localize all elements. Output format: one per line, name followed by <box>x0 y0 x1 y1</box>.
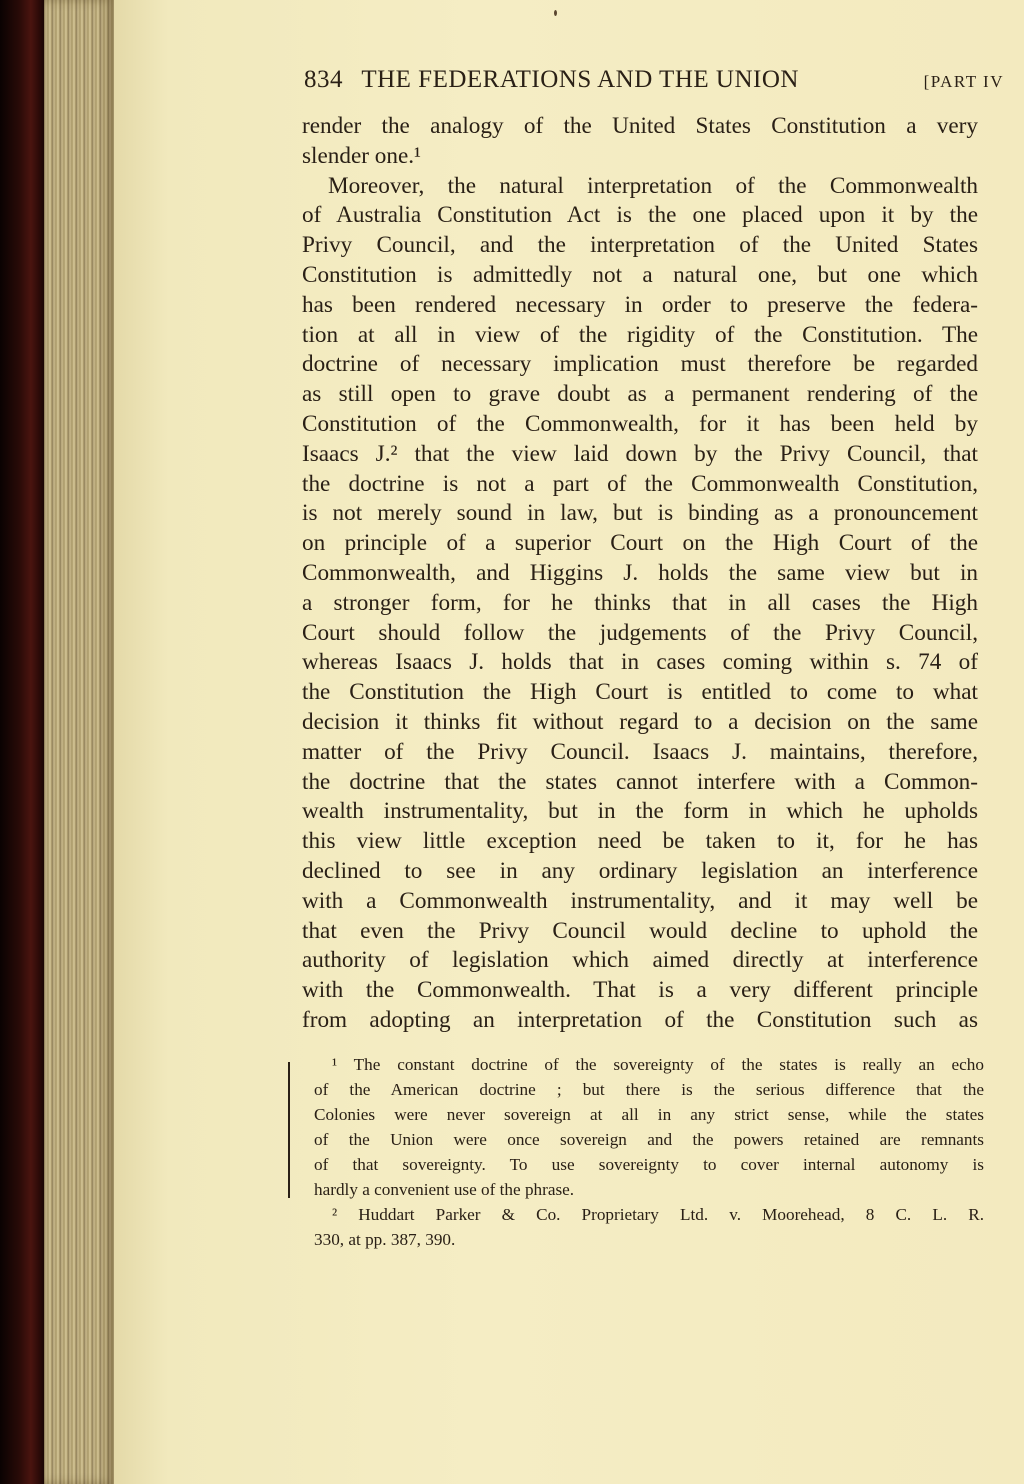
footnote-line: Colonies were never sovereign at all in any strict sense, while the states <box>314 1105 984 1124</box>
footnotes <box>314 1052 984 1252</box>
body-line: matter of the Privy Council. Isaacs J. maintains, therefore, <box>302 738 978 765</box>
ink-speck <box>554 10 557 16</box>
body-line: Commonwealth, and Higgins J. holds the same view but in <box>302 559 978 586</box>
body-line: Court should follow the judgements of the Privy Council, <box>302 619 978 646</box>
book-page <box>114 0 1024 1484</box>
footnote-line: ¹ The constant doctrine of the sovereignty of the states is really an echo <box>332 1055 984 1074</box>
body-line: Constitution of the Commonwealth, for it has been held by <box>302 410 978 437</box>
body-line: that even the Privy Council would decline to uphold the <box>302 917 978 944</box>
body-line: whereas Isaacs J. holds that in cases coming within s. 74 of <box>302 649 978 676</box>
body-line: Isaacs J.² that the view laid down by the Privy Council, that <box>302 440 978 467</box>
body-line: with a Commonwealth instrumentality, and it may well be <box>302 887 978 914</box>
body-line: the Constitution the High Court is entitled to come to what <box>302 679 978 706</box>
body-line: a stronger form, for he thinks that in all cases the High <box>302 589 978 616</box>
body-line: Privy Council, and the interpretation of the United States <box>302 232 978 259</box>
footnote-line: of the American doctrine ; but there is the serious difference that the <box>314 1080 984 1099</box>
footnote-line: of that sovereignty. To use sovereignty to cover internal autonomy is <box>314 1155 984 1174</box>
page-stack-edge <box>44 0 114 1484</box>
body-line: tion at all in view of the rigidity of the Constitution. The <box>302 321 978 348</box>
footnote-line: ² Huddart Parker & Co. Proprietary Ltd. v. Moorehead, 8 C. L. R. <box>332 1205 984 1224</box>
body-line: render the analogy of the United States Constitution a very <box>302 113 978 139</box>
body-line: the doctrine that the states cannot interfere with a Common- <box>302 768 978 795</box>
body-line: this view little exception need be taken to it, for he has <box>302 828 978 855</box>
body-line: the doctrine is not a part of the Commonwealth Constitution, <box>302 470 978 497</box>
book-spine-edge <box>0 0 44 1484</box>
running-title: THE FEDERATIONS AND THE UNION <box>361 66 799 93</box>
body-line: as still open to grave doubt as a permanent rendering of the <box>302 381 978 408</box>
body-line: with the Commonwealth. That is a very different principle <box>302 977 978 1004</box>
body-line: wealth instrumentality, but in the form in which he upholds <box>302 798 978 825</box>
body-line: doctrine of necessary implication must therefore be regarded <box>302 351 978 378</box>
body-line: Moreover, the natural interpretation of the Commonwealth <box>328 172 978 199</box>
part-label: [PART IV <box>923 72 1004 91</box>
body-line: is not merely sound in law, but is binding as a pronouncement <box>302 500 978 527</box>
margin-pencil-mark <box>288 1062 290 1198</box>
body-line: declined to see in any ordinary legislation an interference <box>302 857 978 884</box>
body-line: Constitution is admittedly not a natural one, but one which <box>302 261 978 288</box>
body-line: decision it thinks fit without regard to a decision on the same <box>302 708 978 735</box>
running-head <box>304 66 1004 94</box>
body-line: authority of legislation which aimed directly at interference <box>302 947 978 974</box>
body-line: slender one.¹ <box>302 142 421 169</box>
footnote-line: 330, at pp. 387, 390. <box>314 1230 456 1249</box>
body-line: of Australia Constitution Act is the one placed upon it by the <box>302 202 978 229</box>
footnote-line: of the Union were once sovereign and the powers retained are remnants <box>314 1130 984 1149</box>
body-line: on principle of a superior Court on the High Court of the <box>302 530 978 557</box>
body-line: from adopting an interpretation of the Constitution such as <box>302 1006 978 1033</box>
body-line: has been rendered necessary in order to preserve the federa- <box>302 291 978 318</box>
page-number: 834 <box>304 66 343 93</box>
body-text <box>302 112 978 1036</box>
footnote-line: hardly a convenient use of the phrase. <box>314 1180 575 1199</box>
